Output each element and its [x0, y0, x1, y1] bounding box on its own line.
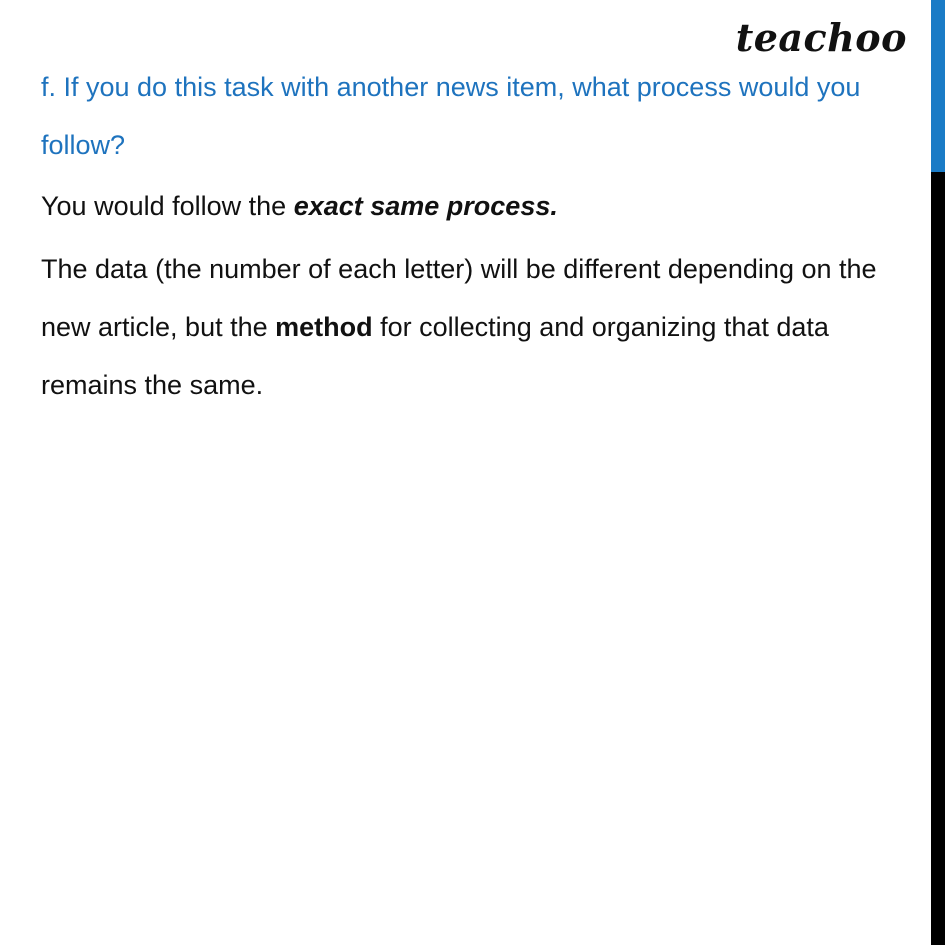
slide-content: [41, 58, 921, 414]
answer-explanation-bold: method: [275, 312, 373, 342]
answer-summary-prefix: You would follow the: [41, 191, 294, 221]
answer-explanation-part1: The data (the number of each letter) will be different depending on the new article, but the: [41, 254, 877, 342]
answer-summary: [41, 182, 921, 230]
teachoo-logo: teachoo: [735, 15, 907, 60]
answer-summary-emphasis: exact same process.: [293, 191, 558, 221]
answer-explanation: [41, 240, 921, 414]
answer-explanation-part2: for collecting and organizing that data remains the same.: [41, 312, 829, 400]
question-text: f. If you do this task with another news item, what process would you follow?: [41, 72, 861, 160]
sidebar-accent-bar: [931, 0, 945, 172]
right-sidebar-bar: [931, 0, 945, 945]
